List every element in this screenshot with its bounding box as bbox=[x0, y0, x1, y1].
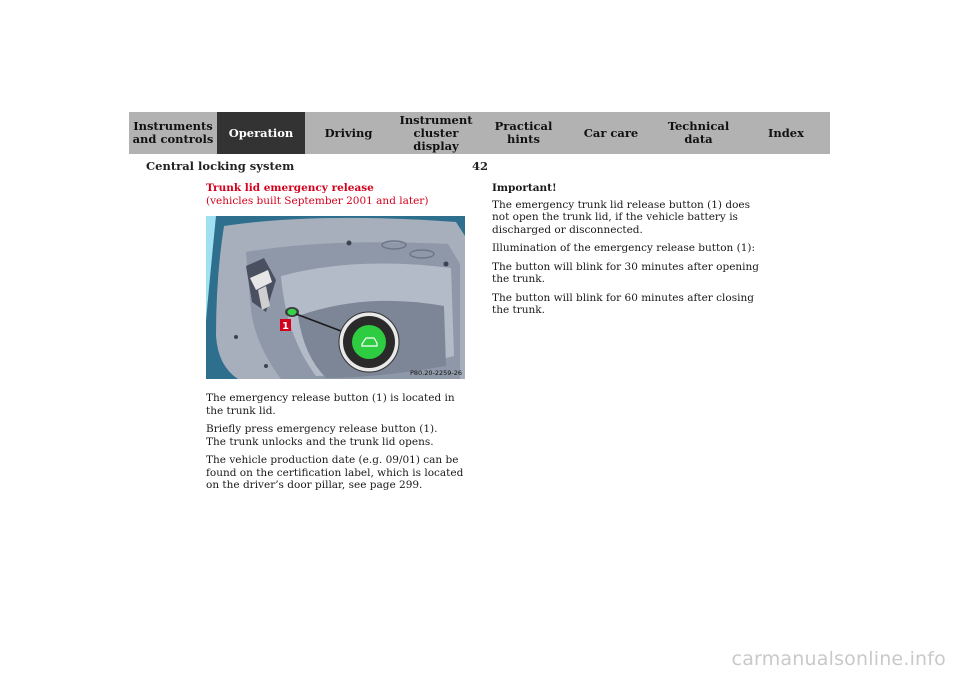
trunk-lid-illustration bbox=[206, 216, 465, 379]
paragraph: The emergency trunk lid release button (1) does not open the trunk lid, if the vehicle battery is discharged or disconnected. bbox=[492, 198, 751, 236]
tab-practical-hints[interactable] bbox=[480, 112, 567, 154]
tab-instrument-cluster-display[interactable] bbox=[392, 112, 480, 154]
section-heading bbox=[206, 182, 476, 208]
paragraph: Briefly press emergency release button (1). The trunk unlocks and the trunk lid opens. bbox=[206, 423, 438, 448]
tab-car-care[interactable] bbox=[567, 112, 655, 154]
left-column-text bbox=[206, 392, 471, 498]
heading-title: Trunk lid emergency release bbox=[206, 182, 374, 194]
callout-number: 1 bbox=[282, 321, 289, 332]
tab-label: Operation bbox=[228, 125, 294, 140]
section-title: Central locking system bbox=[146, 159, 295, 173]
tab-driving[interactable] bbox=[305, 112, 392, 154]
tab-label: Driving bbox=[324, 125, 373, 140]
tab-technical-data[interactable] bbox=[655, 112, 742, 154]
page-number: 42 bbox=[472, 159, 489, 173]
chapter-tabs bbox=[129, 112, 830, 154]
tab-label: Index bbox=[768, 125, 804, 140]
important-label: Important! bbox=[492, 182, 557, 194]
tab-index[interactable] bbox=[742, 112, 830, 154]
tab-label: Car care bbox=[583, 125, 639, 140]
watermark: carmanualsonline.info bbox=[731, 648, 946, 670]
tab-operation[interactable] bbox=[217, 112, 305, 154]
paragraph: The emergency release button (1) is located in the trunk lid. bbox=[206, 392, 455, 417]
right-column-text bbox=[492, 182, 762, 323]
paragraph: The button will blink for 60 minutes after closing the trunk. bbox=[492, 291, 754, 316]
tab-label: Technical data bbox=[667, 119, 730, 146]
heading-subtitle: (vehicles built September 2001 and later) bbox=[206, 195, 429, 207]
paragraph: The vehicle production date (e.g. 09/01) can be found on the certification label, which is located on the driver’s door pillar, see page 299. bbox=[206, 454, 464, 491]
tab-label: Instrument cluster display bbox=[399, 112, 473, 153]
figure-code: P80.20-2259-26 bbox=[410, 369, 463, 377]
tab-instruments-and-controls[interactable] bbox=[129, 112, 217, 154]
tab-label: Practical hints bbox=[494, 119, 553, 146]
paragraph: The button will blink for 30 minutes after opening the trunk. bbox=[492, 260, 760, 285]
paragraph: Illumination of the emergency release button (1): bbox=[492, 242, 756, 254]
tab-label: Instruments and controls bbox=[132, 119, 214, 146]
